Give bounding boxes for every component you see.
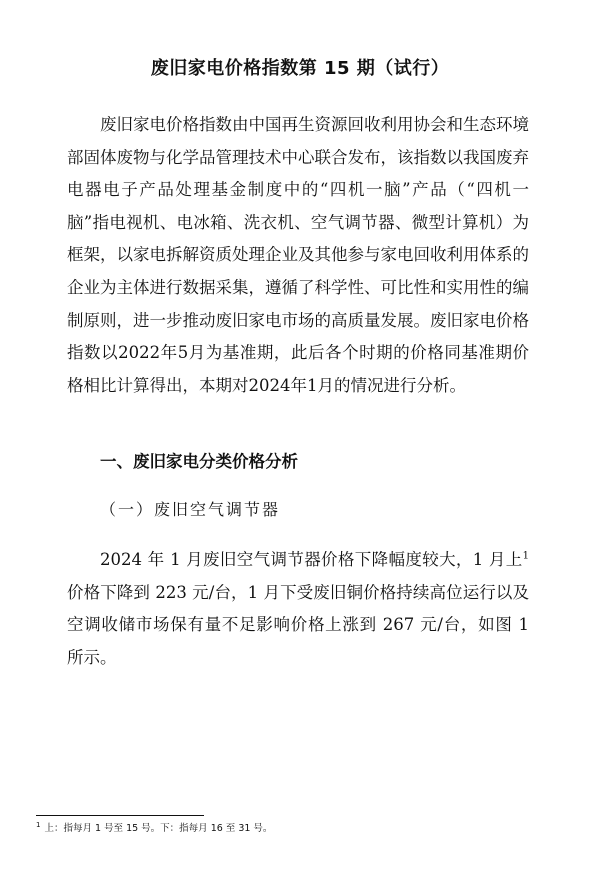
footnote xyxy=(36,822,272,836)
footnote-marker: 1 xyxy=(36,820,41,829)
section-heading: 一、废旧家电分类价格分析 xyxy=(100,452,298,471)
footnote-reference[interactable]: 1 xyxy=(522,550,529,562)
document-title: 废旧家电价格指数第 15 期（试行） xyxy=(150,58,450,79)
footnote-text: 上：指每月 1 号至 15 号。下：指每月 16 至 31 号。 xyxy=(44,823,273,834)
ac-paragraph-text-after-note: 价格下降到 223 元/台，1 月下受废旧铜价格持续高位运行以及空调收储市场保有量不足影响价格上涨到 267 元/台，如图 1 所示。 xyxy=(67,582,529,667)
ac-paragraph xyxy=(67,544,529,674)
intro-paragraph: 废旧家电价格指数由中国再生资源回收利用协会和生态环境部固体废物与化学品管理技术中心联合发布，该指数以我国废弃电器电子产品处理基金制度中的“四机一脑”产品（“四机一脑”指电视机、电冰箱、洗衣机、空气调节器、微型计算机）为框架，以家电拆解资质处理企业及其他参与家电回收利用体系的企业为主体进行数据采集，遵循了科学性、可比性和实用性的编制原则，进一步推动废旧家电市场的高质量发展。废旧家电价格指数以2022年5月为基准期，此后各个时期的价格同基准期价格相比计算得出，本期对2024年1月的情况进行分析。 xyxy=(67,115,529,395)
subsection-heading: （一）废旧空气调节器 xyxy=(100,500,281,519)
ac-paragraph-text-before-note: 2024 年 1 月废旧空气调节器价格下降幅度较大，1 月上 xyxy=(100,550,523,569)
footnote-divider xyxy=(36,815,204,816)
